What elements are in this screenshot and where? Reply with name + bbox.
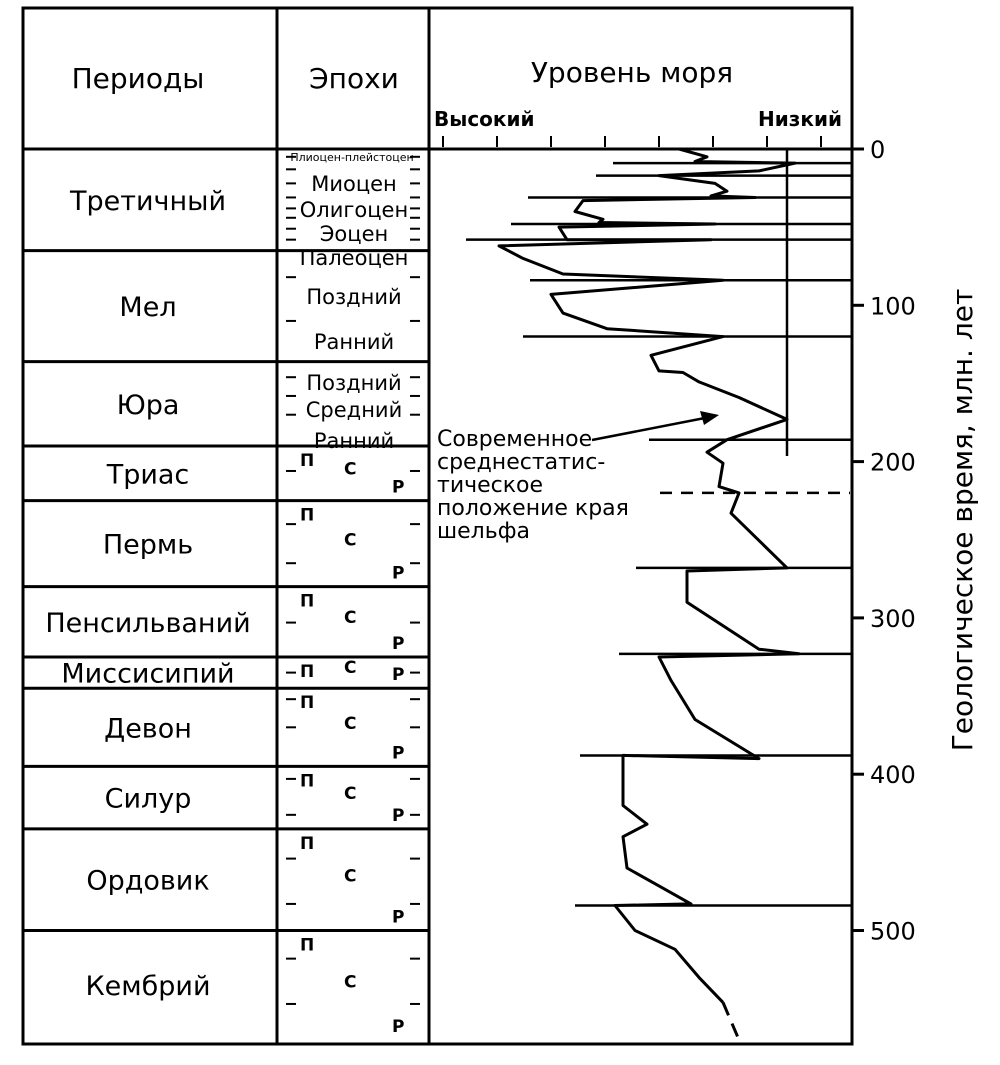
epoch-paleocene: Палеоцен xyxy=(299,246,409,270)
period-label: Мел xyxy=(119,292,177,324)
epoch-late: Р xyxy=(392,563,405,584)
epoch-miocene: Миоцен xyxy=(311,172,397,196)
period-label: Пермь xyxy=(102,529,194,561)
period-label: Пенсильваний xyxy=(45,607,251,639)
time-axis xyxy=(852,136,916,946)
epoch-middle: С xyxy=(344,783,357,804)
time-tick-label: 100 xyxy=(870,292,916,321)
epoch-early: П xyxy=(300,833,315,854)
epoch-early: П xyxy=(300,935,315,956)
epoch-late: Р xyxy=(392,665,405,686)
time-tick-label: 300 xyxy=(870,604,916,633)
period-label: Кембрий xyxy=(85,971,211,1003)
epoch-late: Р xyxy=(392,477,405,498)
annotation-line-1: Современное xyxy=(437,427,593,452)
epoch-early: П xyxy=(300,505,315,526)
period-label: Девон xyxy=(104,713,192,745)
period-label: Миссисипий xyxy=(61,658,235,690)
period-label: Юра xyxy=(116,389,180,421)
time-tick-label: 500 xyxy=(870,917,916,946)
annotation-arrowhead-icon xyxy=(700,411,719,425)
epochs-cretaceous xyxy=(306,285,401,354)
pcr-letters xyxy=(300,451,404,1037)
epoch-eocene: Эоцен xyxy=(319,222,389,246)
label-low: Низкий xyxy=(758,107,842,131)
sea-level-curve xyxy=(499,149,799,1002)
period-label: Триас xyxy=(106,459,190,491)
shelf-annotation xyxy=(437,411,719,544)
epoch-early: П xyxy=(300,693,315,714)
label-high: Высокий xyxy=(434,107,535,131)
epoch-cretaceous-early: Ранний xyxy=(313,330,395,354)
annotation-line-2: среднестатис- xyxy=(437,450,606,475)
epoch-early: П xyxy=(300,591,315,612)
epoch-early: П xyxy=(300,771,315,792)
epoch-late: Р xyxy=(392,743,405,764)
epoch-jurassic-late: Поздний xyxy=(306,371,402,395)
sea-level-scale xyxy=(443,136,821,147)
period-label: Ордовик xyxy=(86,865,210,897)
annotation-line-5: шельфа xyxy=(437,519,530,544)
epoch-late: Р xyxy=(392,907,405,928)
sea-level-curve-extrapolated xyxy=(723,1002,739,1040)
epoch-late: Р xyxy=(392,633,405,654)
period-label: Силур xyxy=(104,783,192,815)
time-axis-label: Геологическое время, млн. лет xyxy=(946,288,979,752)
time-tick-label: 400 xyxy=(870,761,916,790)
epoch-middle: С xyxy=(344,658,357,679)
header-epochs: Эпохи xyxy=(309,62,399,95)
epoch-middle: С xyxy=(344,459,357,480)
epoch-pliocene-pleistocene: Плиоцен-плейстоцен xyxy=(290,151,414,164)
epoch-middle: С xyxy=(344,972,357,993)
period-label: Третичный xyxy=(70,185,226,217)
epoch-middle: С xyxy=(344,608,357,629)
epochs-jurassic xyxy=(306,371,402,453)
epoch-jurassic-middle: Средний xyxy=(305,398,403,422)
epoch-late: Р xyxy=(392,1016,405,1037)
epoch-early: П xyxy=(300,450,315,471)
epoch-jurassic-early: Ранний xyxy=(313,429,395,453)
epoch-oligocene: Олигоцен xyxy=(299,198,409,222)
time-tick-label: 0 xyxy=(870,136,886,164)
epoch-middle: С xyxy=(344,530,357,551)
header-periods: Периоды xyxy=(71,62,205,95)
epoch-middle: С xyxy=(344,713,357,734)
header-sea-level: Уровень моря xyxy=(530,56,734,89)
epochs-tertiary xyxy=(290,151,413,270)
annotation-line-4: положение края xyxy=(437,496,629,521)
epoch-cretaceous-late: Поздний xyxy=(306,285,402,309)
epoch-late: Р xyxy=(392,805,405,826)
annotation-arrow-line xyxy=(592,417,710,440)
annotation-line-3: тическое xyxy=(437,473,544,498)
epoch-early: П xyxy=(300,661,315,682)
epoch-middle: С xyxy=(344,866,357,887)
time-tick-label: 200 xyxy=(870,448,916,477)
